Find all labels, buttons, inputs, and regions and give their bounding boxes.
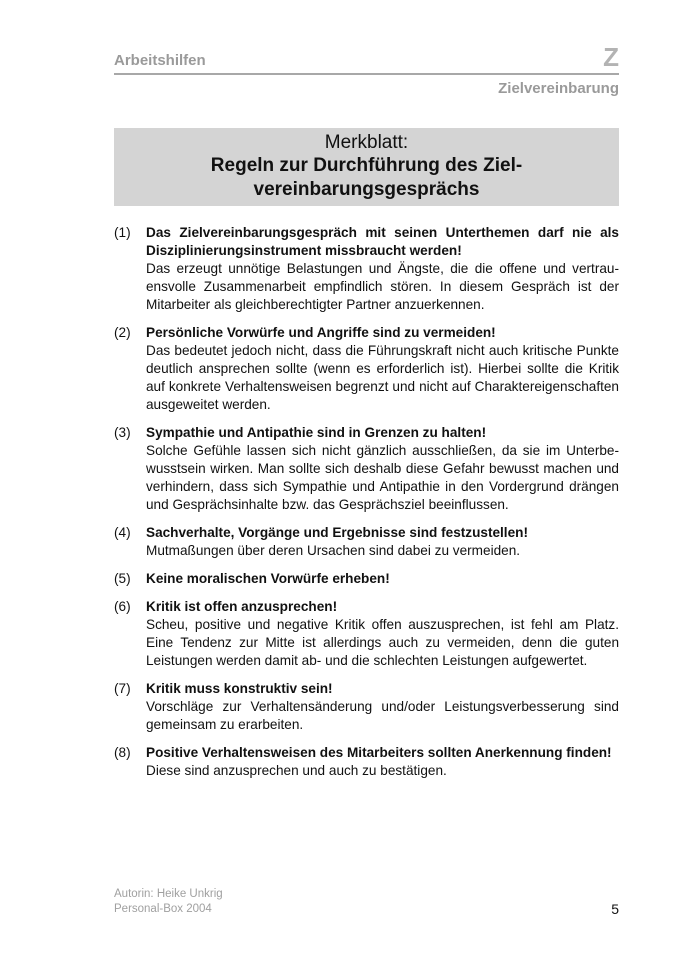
rule-body: Mutmaßungen über deren Ursachen sind dabei zu vermeiden.: [146, 543, 521, 558]
rule-number: (8): [114, 745, 131, 760]
rule-item: [114, 224, 619, 314]
title-kicker: Merkblatt:: [324, 132, 409, 153]
title-box: [114, 128, 619, 206]
rule-heading: Positive Verhaltensweisen des Mitarbeiters sollten Anerkennung finden!: [146, 745, 612, 760]
page-number: 5: [611, 901, 619, 917]
rule-item: [114, 524, 619, 560]
rule-number: (2): [114, 325, 131, 340]
rule-item: [114, 680, 619, 734]
header-subtitle: Zielvereinbarung: [498, 80, 619, 97]
rule-heading: Keine moralischen Vorwürfe erheben!: [146, 571, 390, 586]
rule-number: (3): [114, 425, 131, 440]
rule-number: (7): [114, 681, 131, 696]
rule-item: [114, 744, 619, 780]
rule-item: [114, 424, 619, 514]
section-letter: Z: [603, 42, 619, 72]
rule-body: Diese sind anzusprechen und auch zu bestätigen.: [146, 763, 447, 778]
rule-heading: Sympathie und Antipathie sind in Grenzen zu halten!: [146, 425, 487, 440]
header-divider: [114, 73, 619, 75]
rule-heading: Persönliche Vorwürfe und Angriffe sind zu vermeiden!: [146, 325, 496, 340]
rule-body: Das erzeugt unnötige Belastungen und Ängste, die die offene und vertrauensvolle Zusammenarbeit empfindlich stören. In diesem Gespräch ist der Mitarbeiter als gleichberechtigter Partner anzuerkennen.: [146, 261, 619, 312]
footer-author: Autorin: Heike Unkrig: [114, 888, 223, 900]
rule-number: (1): [114, 225, 131, 240]
footer-source: Personal-Box 2004: [114, 903, 212, 915]
section-label: Arbeitshilfen: [114, 52, 206, 69]
rule-body: Scheu, positive und negative Kritik offen auszusprechen, ist fehl am Platz. Eine Tendenz zur Mitte ist allerdings auch zu vermeiden, denn die guten Leistungen werden damit ab- und die schlechten Leistungen aufgewertet.: [146, 617, 619, 668]
rule-item: [114, 324, 619, 414]
footer: [114, 887, 223, 917]
rule-body: Das bedeutet jedoch nicht, dass die Führungskraft nicht auch kritische Punkte deutlich ansprechen sollte (wenn es erforderlich ist). Hierbei sollte die Kritik auf konkrete Verhaltensweisen begrenzt und nicht auf Charaktereigenschaften ausgeweitet werden.: [146, 343, 619, 412]
rule-body: Solche Gefühle lassen sich nicht gänzlich ausschließen, da sie im Unterbewusstsein wirken. Man sollte sich deshalb diese Gefahr bewusst machen und verhindern, dass sich Sympathie und Antipathie in den Vordergrund drängen und Gesprächsinhalte bzw. das Gesprächsziel beeinflussen.: [146, 443, 619, 512]
rule-number: (6): [114, 599, 131, 614]
rule-number: (4): [114, 525, 131, 540]
rule-heading: Sachverhalte, Vorgänge und Ergebnisse sind festzustellen!: [146, 525, 528, 540]
rules-list: [114, 224, 619, 790]
rule-heading: Kritik muss konstruktiv sein!: [146, 681, 333, 696]
rule-heading: Das Zielvereinbarungsgespräch mit seinen Unterthemen darf nie als Disziplinierungsinstrument missbraucht werden!: [146, 225, 619, 258]
rule-heading: Kritik ist offen anzusprechen!: [146, 599, 338, 614]
rule-body: Vorschläge zur Verhaltensänderung und/oder Leistungsverbesserung sind gemeinsam zu erarbeiten.: [146, 699, 619, 732]
title-line-2: vereinbarungsgesprächs: [253, 179, 480, 200]
rule-number: (5): [114, 571, 131, 586]
title-line-1: Regeln zur Durchführung des Ziel-: [210, 155, 523, 176]
rule-item: [114, 598, 619, 670]
page-header: [114, 44, 619, 74]
rule-item: [114, 570, 619, 588]
